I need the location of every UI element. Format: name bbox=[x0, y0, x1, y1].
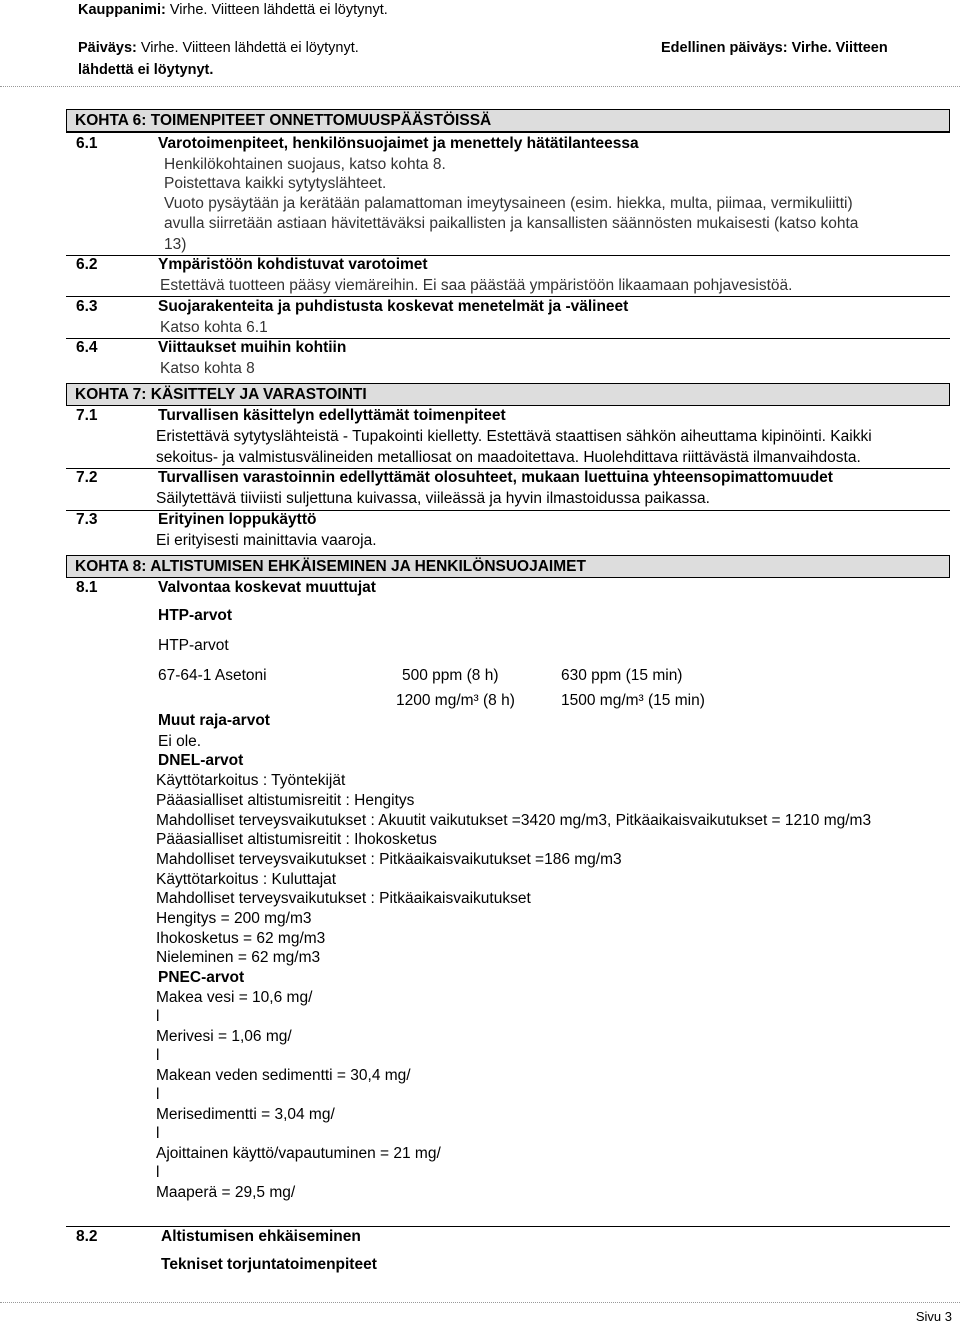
subsection-7-1-title: Turvallisen käsittelyn edellyttämät toimenpiteet bbox=[158, 407, 506, 424]
dnel-line: Ihokosketus = 62 mg/m3 bbox=[156, 930, 326, 947]
divider-6-1 bbox=[66, 132, 950, 133]
date-line bbox=[78, 40, 359, 56]
dnel-heading: DNEL-arvot bbox=[158, 752, 244, 769]
s62-line-1: Estettävä tuotteen pääsy viemäreihin. Ei saa päästää ympäristöön likaamaan pohjavesistöä. bbox=[160, 277, 793, 294]
subsection-8-1-number: 8.1 bbox=[76, 579, 98, 596]
subsection-7-2-title: Turvallisen varastoinnin edellyttämät olosuhteet, mukaan luettuina yhteensopimattomuudet bbox=[158, 469, 833, 486]
page-number: Sivu 3 bbox=[915, 1309, 952, 1324]
s61-line-4: avulla siirretään astiaan hävitettäväksi paikallisten ja kansallisten säännösten mukaisesti (katso kohta bbox=[164, 215, 859, 232]
divider-8-2 bbox=[66, 1226, 950, 1227]
pnec-line: l bbox=[156, 1164, 160, 1181]
htp-mg-15min: 1500 mg/m³ (15 min) bbox=[561, 692, 705, 709]
subsection-6-1-title: Varotoimenpiteet, henkilönsuojaimet ja menettely hätätilanteessa bbox=[158, 135, 639, 152]
htp-ppm-8h: 500 ppm (8 h) bbox=[402, 667, 499, 684]
s61-line-5: 13) bbox=[164, 236, 187, 253]
s72-line-1: Säilytettävä tiiviisti suljettuna kuivassa, viileässä ja hyvin ilmastoidussa paikassa. bbox=[156, 490, 710, 507]
subsection-6-3-title: Suojarakenteita ja puhdistusta koskevat menetelmät ja -välineet bbox=[158, 298, 629, 315]
subsection-6-1-number: 6.1 bbox=[76, 135, 98, 152]
s64-line-1: Katso kohta 8 bbox=[160, 360, 255, 377]
section-8-header: KOHTA 8: ALTISTUMISEN EHKÄISEMINEN JA HENKILÖNSUOJAIMET bbox=[66, 555, 950, 578]
subsection-7-1-number: 7.1 bbox=[76, 407, 98, 424]
pnec-line: l bbox=[156, 1008, 160, 1025]
pnec-line: Makean veden sedimentti = 30,4 mg/ bbox=[156, 1067, 411, 1084]
pnec-heading: PNEC-arvot bbox=[158, 969, 245, 986]
s61-line-3: Vuoto pysäytään ja kerätään palamattoman imeytysaineen (esim. hiekka, multa, piimaa, vermikuliitti) bbox=[164, 195, 853, 212]
subsection-8-2-subheading: Tekniset torjuntatoimenpiteet bbox=[161, 1256, 377, 1273]
subsection-7-3-title: Erityinen loppukäyttö bbox=[158, 511, 317, 528]
date-value-2: lähdettä ei löytynyt. bbox=[78, 62, 214, 78]
date-value-1: Virhe. Viitteen lähdettä ei löytynyt. bbox=[140, 40, 359, 56]
subsection-6-2-title: Ympäristöön kohdistuvat varotoimet bbox=[158, 256, 428, 273]
pnec-line: Maaperä = 29,5 mg/ bbox=[156, 1184, 296, 1201]
trade-name-value: Virhe. Viitteen lähdettä ei löytynyt. bbox=[169, 2, 388, 18]
section-6-header: KOHTA 6: TOIMENPITEET ONNETTOMUUSPÄÄSTÖISSÄ bbox=[66, 109, 950, 132]
pnec-line: l bbox=[156, 1047, 160, 1064]
pnec-line: Ajoittainen käyttö/vapautuminen = 21 mg/ bbox=[156, 1145, 441, 1162]
pnec-line: Merisedimentti = 3,04 mg/ bbox=[156, 1106, 335, 1123]
htp-ppm-15min: 630 ppm (15 min) bbox=[561, 667, 683, 684]
subsection-7-3-number: 7.3 bbox=[76, 511, 98, 528]
header-divider bbox=[0, 86, 960, 87]
htp-subheading: HTP-arvot bbox=[158, 637, 229, 654]
htp-substance: 67-64-1 Asetoni bbox=[158, 667, 267, 684]
previous-date-line bbox=[661, 40, 888, 56]
s61-line-2: Poistettava kaikki sytytyslähteet. bbox=[164, 175, 387, 192]
s61-line-1: Henkilökohtainen suojaus, katso kohta 8. bbox=[164, 156, 446, 173]
dnel-line: Mahdolliset terveysvaikutukset : Pitkäaikaisvaikutukset bbox=[156, 890, 531, 907]
dnel-line: Pääasialliset altistumisreitit : Ihokosketus bbox=[156, 831, 437, 848]
s71-line-2: sekoitus- ja valmistusvälineiden metalliosat on maadoitettava. Huolehdittava riittävästä ilmanvaihdosta. bbox=[156, 449, 861, 466]
dnel-line: Pääasialliset altistumisreitit : Hengitys bbox=[156, 792, 415, 809]
subsection-8-2-title: Altistumisen ehkäiseminen bbox=[161, 1228, 361, 1245]
htp-heading: HTP-arvot bbox=[158, 607, 233, 624]
trade-name-label: Kauppanimi: bbox=[78, 2, 166, 18]
trade-name-line bbox=[78, 2, 388, 18]
pnec-line: Makea vesi = 10,6 mg/ bbox=[156, 989, 313, 1006]
dnel-line: Käyttötarkoitus : Työntekijät bbox=[156, 772, 346, 789]
s71-line-1: Eristettävä sytytyslähteistä - Tupakointi kielletty. Estettävä staattisen sähkön aiheuttama kipinöinti. Kaikki bbox=[156, 428, 872, 445]
other-limits-heading: Muut raja-arvot bbox=[158, 712, 270, 729]
date-label: Päiväys: bbox=[78, 40, 137, 56]
dnel-line: Nieleminen = 62 mg/m3 bbox=[156, 949, 321, 966]
subsection-6-4-title: Viittaukset muihin kohtiin bbox=[158, 339, 347, 356]
subsection-6-2-number: 6.2 bbox=[76, 256, 98, 273]
pnec-line: l bbox=[156, 1086, 160, 1103]
subsection-6-3-number: 6.3 bbox=[76, 298, 98, 315]
pnec-line: l bbox=[156, 1125, 160, 1142]
previous-date-label: Edellinen päiväys: bbox=[661, 40, 788, 56]
pnec-line: Merivesi = 1,06 mg/ bbox=[156, 1028, 292, 1045]
section-7-header: KOHTA 7: KÄSITTELY JA VARASTOINTI bbox=[66, 383, 950, 406]
dnel-line: Hengitys = 200 mg/m3 bbox=[156, 910, 312, 927]
divider-6-3 bbox=[66, 296, 950, 297]
s73-line-1: Ei erityisesti mainittavia vaaroja. bbox=[156, 532, 377, 549]
s63-line-1: Katso kohta 6.1 bbox=[160, 319, 268, 336]
previous-date-value: Virhe. Viitteen bbox=[791, 40, 888, 56]
other-limits-text: Ei ole. bbox=[158, 733, 202, 750]
dnel-line: Mahdolliset terveysvaikutukset : Pitkäaikaisvaikutukset =186 mg/m3 bbox=[156, 851, 622, 868]
subsection-8-1-title: Valvontaa koskevat muuttujat bbox=[158, 579, 376, 596]
dnel-line: Käyttötarkoitus : Kuluttajat bbox=[156, 871, 337, 888]
subsection-6-4-number: 6.4 bbox=[76, 339, 98, 356]
footer-divider bbox=[0, 1302, 960, 1303]
dnel-line: Mahdolliset terveysvaikutukset : Akuutit vaikutukset =3420 mg/m3, Pitkäaikaisvaikutukset = 1210 mg/m3 bbox=[156, 812, 872, 829]
subsection-8-2-number: 8.2 bbox=[76, 1228, 98, 1245]
htp-mg-8h: 1200 mg/m³ (8 h) bbox=[396, 692, 515, 709]
subsection-7-2-number: 7.2 bbox=[76, 469, 98, 486]
